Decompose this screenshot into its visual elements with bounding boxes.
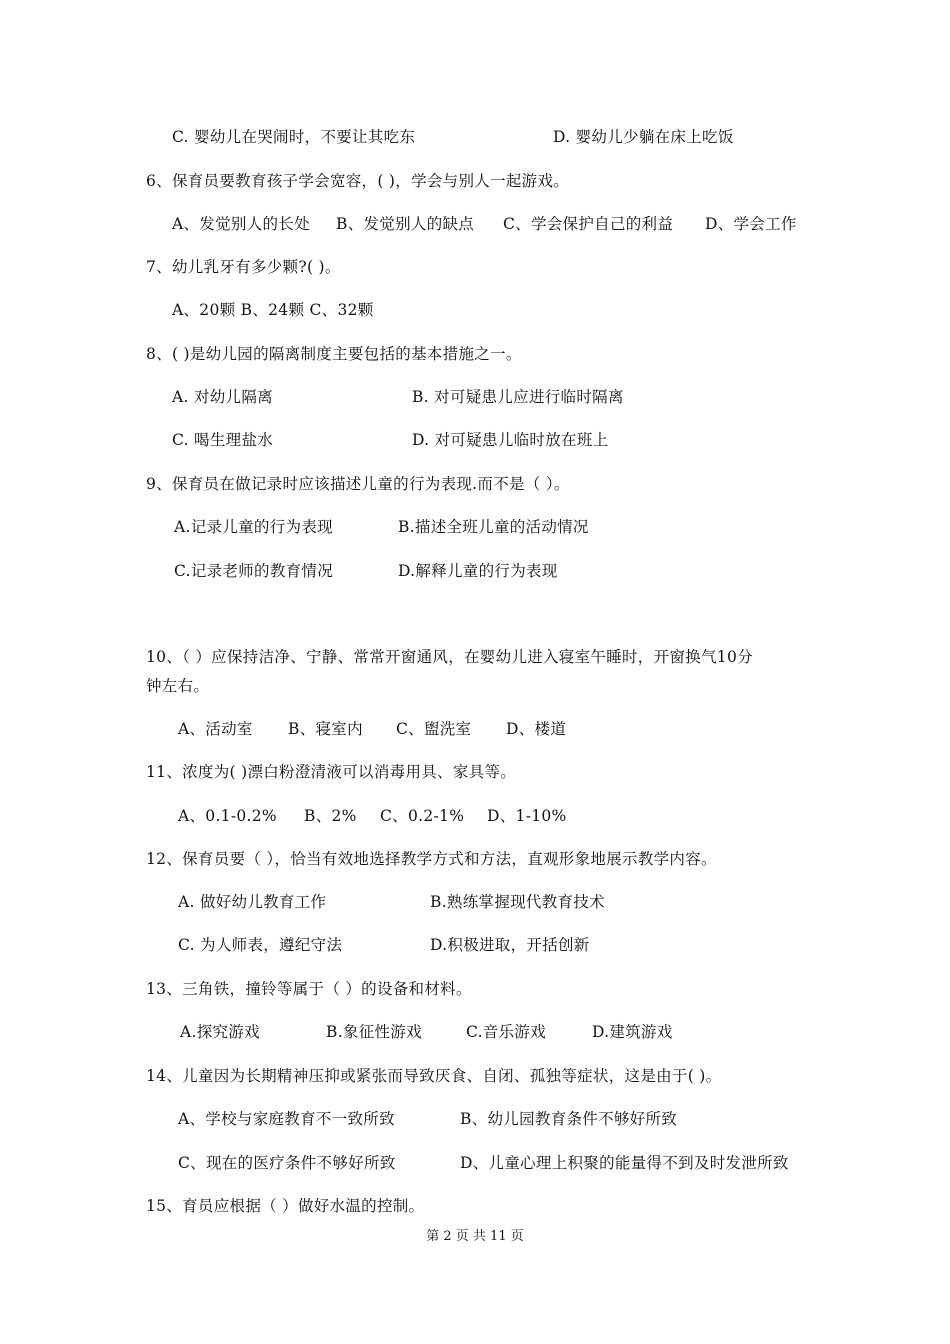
question-stem: 6、保育员要教育孩子学会宽容，( )，学会与别人一起游戏。 [146, 172, 570, 190]
option-text: C.记录老师的教育情况 [174, 562, 334, 580]
option-text: C.音乐游戏 [466, 1023, 547, 1041]
question-stem: 10、（ ）应保持洁净、宁静、常常开窗通风，在婴幼儿进入寝室午睡时，开窗换气10分 [146, 648, 753, 666]
question-stem: 14、儿童因为长期精神压抑或紧张而导致厌食、自闭、孤独等症状，这是由于( )。 [146, 1067, 722, 1085]
option-text: B.熟练掌握现代教育技术 [430, 893, 605, 911]
question-stem: 13、三角铁，撞铃等属于（ ）的设备和材料。 [146, 980, 472, 998]
option-text: A.探究游戏 [180, 1023, 260, 1041]
question-stem: 7、幼儿乳牙有多少颗?( )。 [146, 258, 341, 276]
option-text: A. 做好幼儿教育工作 [178, 893, 327, 911]
option-text: A、发觉别人的长处 [172, 215, 310, 233]
option-text: D.建筑游戏 [592, 1023, 673, 1041]
option-text: B、幼儿园教育条件不够好所致 [460, 1110, 678, 1128]
option-text: B.描述全班儿童的活动情况 [398, 518, 589, 536]
option-text: D.积极进取，开括创新 [430, 936, 590, 954]
option-text: C. 喝生理盐水 [172, 431, 274, 449]
option-text: A. 对幼儿隔离 [172, 388, 273, 406]
option-text: D、学会工作 [705, 215, 797, 233]
question-stem: 15、育员应根据（ ）做好水温的控制。 [146, 1197, 425, 1215]
question-stem: 钟左右。 [146, 677, 210, 695]
question-stem: 8、( )是幼儿园的隔离制度主要包括的基本措施之一。 [146, 345, 522, 363]
option-text: A、学校与家庭教育不一致所致 [178, 1110, 395, 1128]
option-text: B、2% [304, 807, 357, 825]
option-text: B、发觉别人的缺点 [336, 215, 475, 233]
option-text: D. 对可疑患儿临时放在班上 [412, 431, 609, 449]
option-text: D、楼道 [506, 720, 567, 738]
option-text: C、现在的医疗条件不够好所致 [178, 1154, 396, 1172]
question-stem: 12、保育员要（ ），恰当有效地选择教学方式和方法，直观形象地展示教学内容。 [146, 850, 717, 868]
option-text: B、寝室内 [288, 720, 363, 738]
option-text: B.象征性游戏 [326, 1023, 422, 1041]
option-text: A、活动室 [178, 720, 253, 738]
option-text: C. 为人师表，遵纪守法 [178, 936, 343, 954]
option-text: D、1-10% [487, 807, 567, 825]
question-stem: 11、浓度为( )漂白粉澄清液可以消毒用具、家具等。 [146, 763, 517, 781]
option-text: A、20颗 B、24颗 C、32颗 [172, 301, 374, 319]
option-text: C. 婴幼儿在哭闹时，不要让其吃东 [172, 128, 416, 146]
option-text: B. 对可疑患儿应进行临时隔离 [412, 388, 624, 406]
option-text: C、盥洗室 [396, 720, 472, 738]
question-stem: 9、保育员在做记录时应该描述儿童的行为表现.而不是（ ）。 [146, 475, 570, 493]
option-text: C、0.2-1% [380, 807, 465, 825]
option-text: D.解释儿童的行为表现 [398, 562, 558, 580]
option-text: A、0.1-0.2% [178, 807, 277, 825]
option-text: C、学会保护自己的利益 [503, 215, 674, 233]
page-number: 第 2 页 共 11 页 [426, 1229, 524, 1244]
option-text: A.记录儿童的行为表现 [174, 518, 333, 536]
option-text: D、儿童心理上积聚的能量得不到及时发泄所致 [460, 1154, 789, 1172]
option-text: D. 婴幼儿少躺在床上吃饭 [553, 128, 734, 146]
